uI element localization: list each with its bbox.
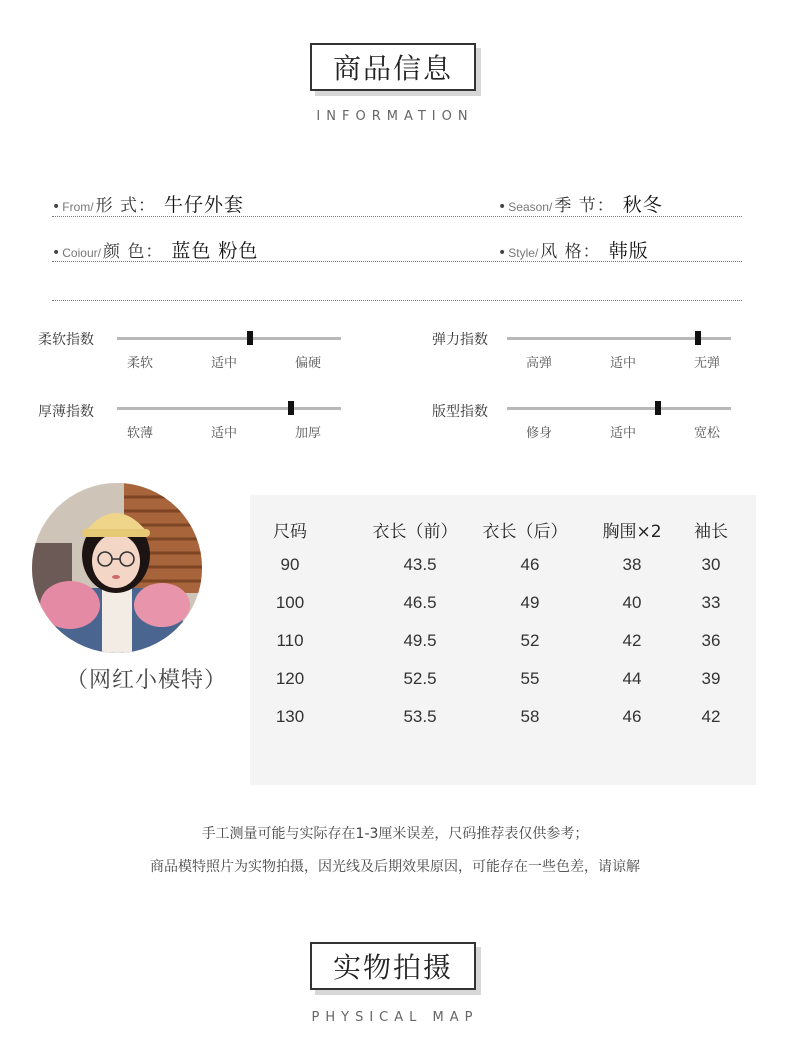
table-cell: 53.5 <box>403 707 437 726</box>
section-title-box <box>310 942 476 990</box>
index-marker-thickness <box>288 401 294 415</box>
info-form <box>52 190 244 217</box>
table-header: 衣长（前） <box>372 522 458 542</box>
table-cell: 42 <box>622 631 642 650</box>
table-cell: 52 <box>520 631 540 650</box>
info-style-label: 风 格： <box>540 242 601 262</box>
table-cell: 110 <box>276 631 304 650</box>
model-caption: （网红小模特） <box>66 668 228 693</box>
bullet-icon: • <box>52 245 61 261</box>
index-tick: 无弹 <box>693 356 720 371</box>
table-cell: 46.5 <box>403 593 437 612</box>
index-label-softness: 柔软指数 <box>38 332 94 348</box>
index-tick: 加厚 <box>294 426 321 441</box>
info-colour-value: 蓝色 粉色 <box>171 240 259 262</box>
table-header: 胸围×2 <box>602 522 662 542</box>
table-cell: 130 <box>275 707 305 726</box>
note-line-2: 商品模特照片为实物拍摄，因光线及后期效果原因，可能存在一些色差，请谅解 <box>150 859 640 875</box>
index-label-fit: 版型指数 <box>432 404 488 420</box>
table-cell: 38 <box>622 555 642 574</box>
index-tick: 适中 <box>210 356 237 371</box>
info-colour <box>52 236 258 263</box>
info-colour-label: 颜 色： <box>102 242 164 262</box>
table-cell: 49.5 <box>403 631 437 650</box>
index-tick: 宽松 <box>693 426 720 441</box>
index-marker-fit <box>655 401 661 415</box>
index-tick: 柔软 <box>126 356 153 371</box>
table-cell: 33 <box>701 593 721 612</box>
table-cell: 39 <box>701 669 721 688</box>
table-cell: 120 <box>275 669 305 688</box>
table-cell: 40 <box>622 593 642 612</box>
index-tick: 高弹 <box>525 356 552 371</box>
model-photo <box>32 483 202 653</box>
size-table <box>250 495 756 785</box>
table-cell: 90 <box>280 555 300 574</box>
bullet-icon: • <box>52 199 61 215</box>
table-cell: 58 <box>520 707 540 726</box>
table-cell: 46 <box>622 707 642 726</box>
divider <box>52 261 742 262</box>
index-track-fit <box>507 407 731 410</box>
section-title: 商品信息 <box>332 52 453 85</box>
index-track-thickness <box>117 407 341 410</box>
table-cell: 36 <box>701 631 721 650</box>
index-marker-softness <box>247 331 253 345</box>
table-cell: 46 <box>520 555 540 574</box>
info-season-value: 秋冬 <box>622 194 663 216</box>
table-cell: 44 <box>622 669 642 688</box>
note-line-1: 手工测量可能与实际存在1-3厘米误差，尺码推荐表仅供参考； <box>201 826 589 842</box>
table-cell: 43.5 <box>403 555 437 574</box>
table-cell: 55 <box>520 669 540 688</box>
info-colour-en: Coiour/ <box>62 246 101 260</box>
index-label-elasticity: 弹力指数 <box>432 332 488 348</box>
section-title-box <box>310 43 476 91</box>
index-tick: 修身 <box>525 426 552 441</box>
table-header: 袖长 <box>694 522 728 542</box>
index-tick: 适中 <box>609 356 636 371</box>
index-tick: 偏硬 <box>294 356 321 371</box>
info-style-value: 韩版 <box>608 240 649 262</box>
table-header: 衣长（后） <box>482 522 568 542</box>
index-tick: 适中 <box>210 426 237 441</box>
bullet-icon: • <box>498 245 507 261</box>
info-season-en: Season/ <box>508 200 553 214</box>
divider <box>52 300 742 301</box>
section-title: 实物拍摄 <box>332 951 453 984</box>
index-tick: 适中 <box>609 426 636 441</box>
index-tick: 软薄 <box>126 426 153 441</box>
index-label-thickness: 厚薄指数 <box>38 404 94 420</box>
info-form-label: 形 式： <box>95 196 157 216</box>
info-form-value: 牛仔外套 <box>164 194 245 216</box>
table-cell: 49 <box>520 593 540 612</box>
index-marker-elasticity <box>695 331 701 345</box>
section-subtitle: INFORMATION <box>316 109 474 124</box>
model-illustration <box>32 483 202 653</box>
table-cell: 100 <box>275 593 305 612</box>
info-season-label: 季 节： <box>554 196 615 216</box>
info-form-en: From/ <box>62 200 94 214</box>
divider <box>52 216 742 217</box>
info-season <box>498 190 663 217</box>
table-header: 尺码 <box>273 522 307 542</box>
info-style <box>498 236 649 263</box>
index-track-softness <box>117 337 341 340</box>
table-cell: 42 <box>701 707 721 726</box>
section-subtitle: PHYSICAL MAP <box>311 1010 479 1025</box>
table-cell: 30 <box>701 555 721 574</box>
info-style-en: Style/ <box>508 246 539 260</box>
table-cell: 52.5 <box>403 669 437 688</box>
bullet-icon: • <box>498 199 507 215</box>
